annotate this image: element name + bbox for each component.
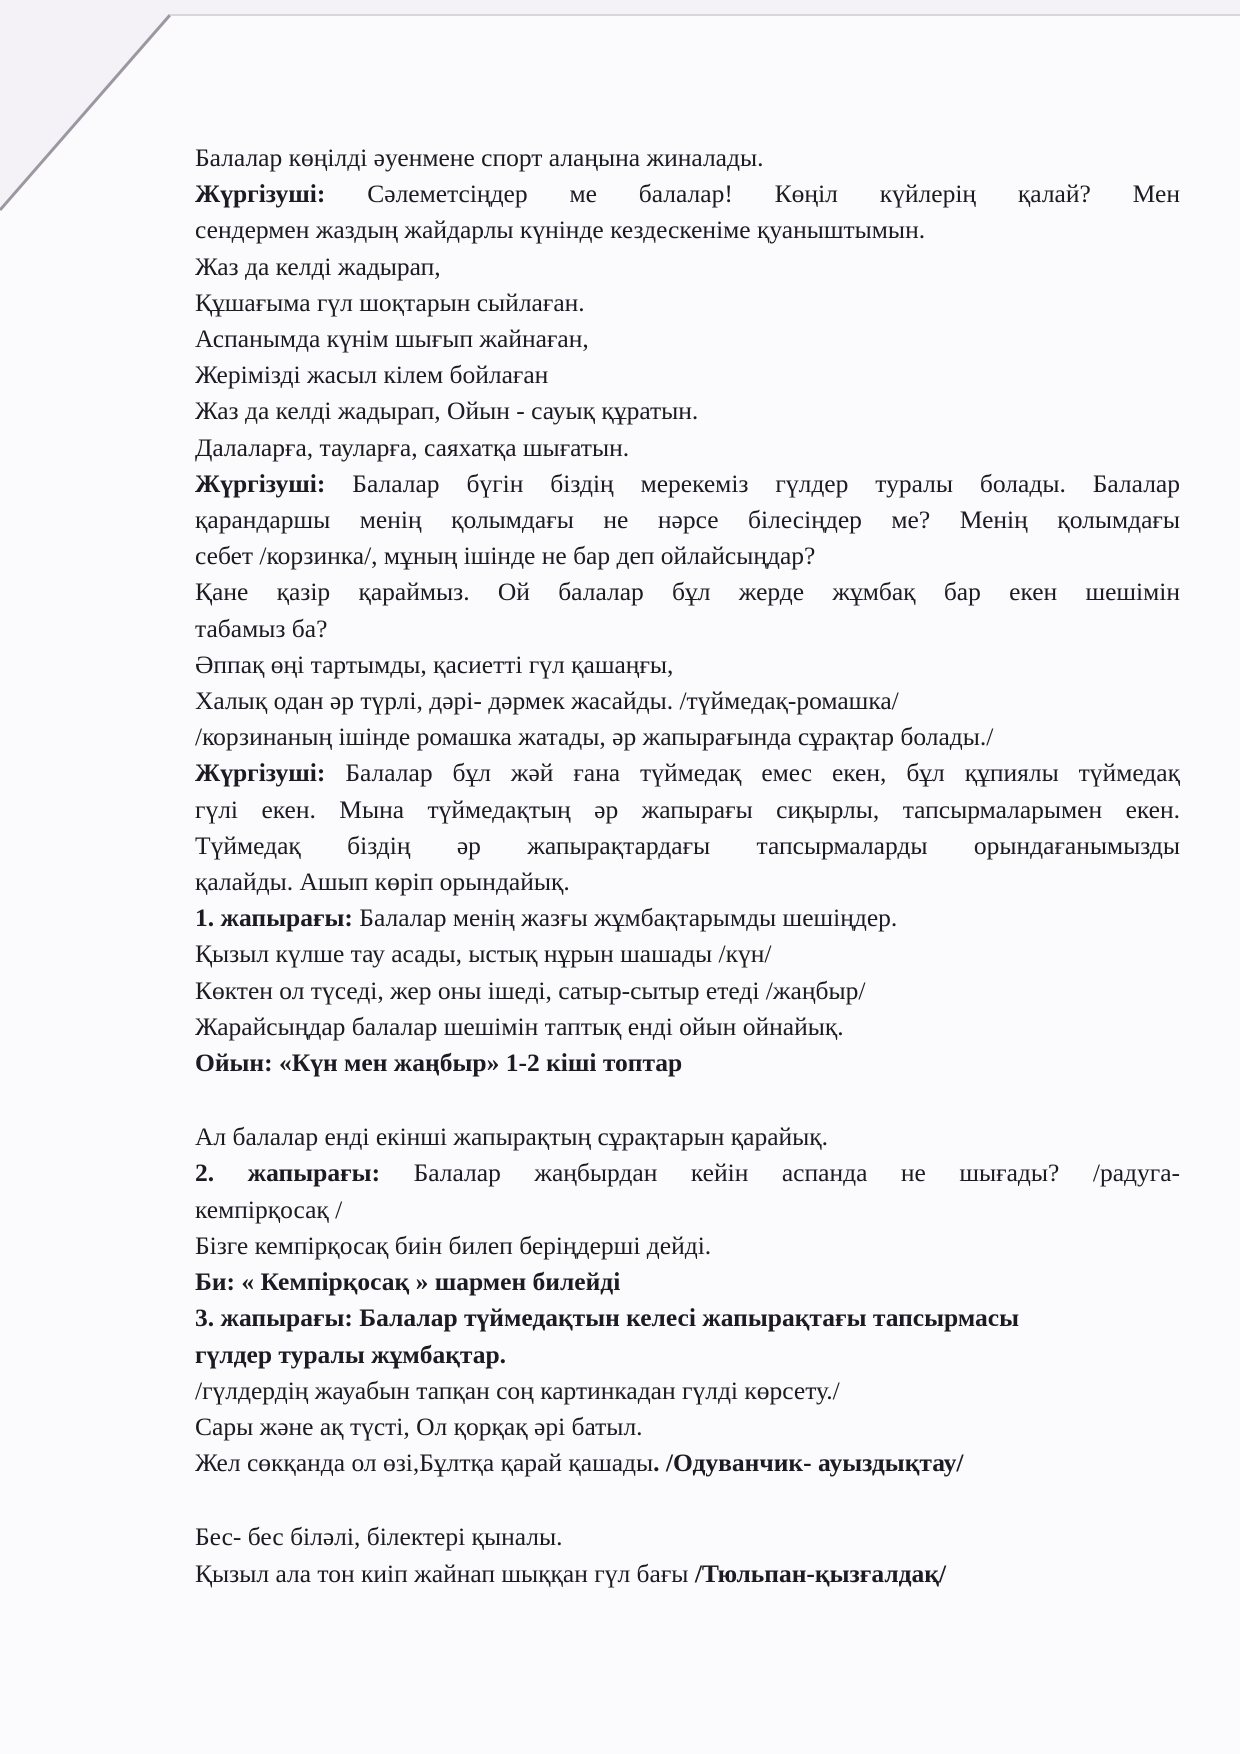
- text-line: [195, 176, 1180, 212]
- speaker-label: Жүргізуші:: [195, 758, 326, 788]
- poem-line: Құшағыма гүл шоқтарын сыйлаған.: [195, 287, 585, 317]
- document-body: [195, 140, 1180, 1592]
- poem-line: Аспанымда күнім шығып жайнаған,: [195, 324, 589, 354]
- game-title: [195, 1045, 1180, 1081]
- text-line: себет /корзинка/, мұның ішінде не бар деп ойлайсыңдар?: [195, 541, 816, 571]
- riddle-line: [195, 1556, 1180, 1592]
- poem-line: Жаз да келді жадырап, Ойын - сауық құратын.: [195, 396, 699, 426]
- poem-line: Далаларға, тауларға, саяхатқа шығатын.: [195, 432, 630, 462]
- leaf-heading-text: 3. жапырағы: Балалар түймедақтын келесі жапырақтағы тапсырмасы: [195, 1303, 1019, 1333]
- text-line: қалайды. Ашып көріп орындайық.: [195, 867, 570, 897]
- riddle-line: Сары және ақ түсті, Ол қорқақ әрі батыл.: [195, 1411, 643, 1441]
- leaf-heading-text: гүлдер туралы жұмбақтар.: [195, 1339, 507, 1369]
- leaf-text: Балалар жаңбырдан кейін аспанда не шығады? /радуга-: [380, 1158, 1181, 1188]
- text-line: сендермен жаздың жайдарлы күнінде кездескеніме қуаныштымын.: [195, 215, 926, 245]
- text-line: табамыз ба?: [195, 613, 328, 643]
- text-line: /корзинаның ішінде ромашка жатады, әр жапырағында сұрақтар болады./: [195, 722, 994, 752]
- text-line: кемпірқосақ /: [195, 1194, 343, 1224]
- blank-line: [195, 1481, 1180, 1519]
- leaf-heading: [195, 1300, 1180, 1336]
- riddle-line: Әппақ өңі тартымды, қасиетті гүл қашаңғы,: [195, 649, 674, 679]
- poem-line: Жерімізді жасыл кілем бойлаған: [195, 360, 549, 390]
- blank-line: [195, 1081, 1180, 1119]
- text-line: гүлі екен. Мына түймедақтың әр жапырағы сиқырлы, тапсырмаларымен екен.: [195, 794, 1180, 824]
- riddle-answer: . /Одуванчик- ауыздықтау/: [653, 1448, 964, 1478]
- poem-line: Жаз да келді жадырап,: [195, 251, 441, 281]
- text-line: /гүлдердің жауабын тапқан соң картинкадан гүлді көрсету./: [195, 1375, 840, 1405]
- text-line: [195, 1155, 1180, 1191]
- text-line: қарандаршы менің қолымдағы не нәрсе білесіңдер ме? Менің қолымдағы: [195, 505, 1180, 535]
- text-line: Жарайсыңдар балалар шешімін таптық енді ойын ойнайық.: [195, 1011, 844, 1041]
- speaker-label: Жүргізуші:: [195, 179, 326, 209]
- riddle-text: Қызыл ала тон киіп жайнап шыққан гүл бағы: [195, 1558, 695, 1588]
- riddle-line: [195, 1445, 1180, 1481]
- text-line: [195, 900, 1180, 936]
- speaker-text: Балалар бүгін біздің мерекеміз гүлдер туралы болады. Балалар: [325, 468, 1180, 498]
- riddle-line: Қызыл күлше тау асады, ыстық нұрын шашады /күн/: [195, 939, 772, 969]
- dance-title-text: Би: « Кемпірқосақ » шармен билейді: [195, 1267, 621, 1297]
- text-line: Қане қазір қараймыз. Ой балалар бұл жерде жұмбақ бар екен шешімін: [195, 577, 1180, 607]
- text-line: [195, 755, 1180, 791]
- game-title-text: Ойын: «Күн мен жаңбыр» 1-2 кіші топтар: [195, 1048, 683, 1078]
- riddle-text: Жел сөкқанда ол өзі,Бұлтқа қарай қашады: [195, 1448, 654, 1478]
- leaf-label: 1. жапырағы:: [195, 903, 353, 933]
- riddle-line: Халық одан әр түрлі, дәрі- дәрмек жасайды. /түймедақ-ромашка/: [195, 686, 899, 716]
- dance-title: [195, 1264, 1180, 1300]
- text-line: [195, 466, 1180, 502]
- text-line: Ал балалар енді екінші жапырақтың сұрақтарын қарайық.: [195, 1122, 829, 1152]
- leaf-text: Балалар менің жазғы жұмбақтарымды шешіңдер.: [352, 903, 898, 933]
- speaker-label: Жүргізуші:: [195, 468, 326, 498]
- speaker-text: Балалар бұл жәй ғана түймедақ емес екен, бұл құпиялы түймедақ: [325, 758, 1180, 788]
- text-line: Бізге кемпірқосақ биін билеп беріңдерші дейді.: [195, 1230, 712, 1260]
- speaker-text: Сәлеметсіңдер ме балалар! Көңіл күйлерің қалай? Мен: [325, 179, 1180, 209]
- riddle-line: Көктен ол түседі, жер оны ішеді, сатыр-сытыр етеді /жаңбыр/: [195, 975, 866, 1005]
- text-line: Түймедақ біздің әр жапырақтардағы тапсырмаларды орындағанымызды: [195, 830, 1180, 860]
- riddle-line: Бес- бес біләлі, білектері қыналы.: [195, 1522, 563, 1552]
- leaf-label: 2. жапырағы:: [195, 1158, 381, 1188]
- text-line: Балалар көңілді әуенмене спорт алаңына жиналады.: [195, 143, 764, 172]
- leaf-heading: [195, 1337, 1180, 1373]
- riddle-answer: /Тюльпан-қызғалдақ/: [694, 1558, 947, 1588]
